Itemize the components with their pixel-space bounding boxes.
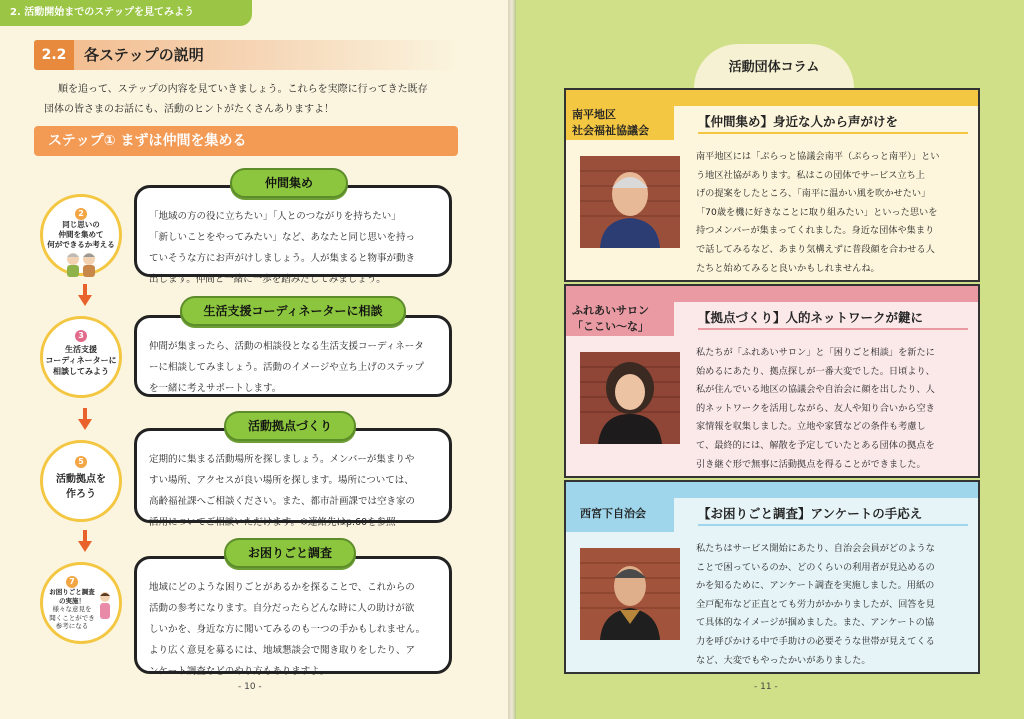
headline-underline — [698, 328, 968, 330]
person-figure-icon — [97, 591, 113, 621]
intro-line: 団体の皆さまのお話にも、活動のヒントがたくさんありますよ！ — [44, 104, 334, 115]
flow-circle-2 — [40, 194, 122, 276]
column-title: 活動団体コラム — [694, 44, 854, 88]
card-text-line: 高齢福祉課へご相談ください。また、都市計画課では空き家の — [149, 496, 416, 507]
step-card-kyoten — [134, 428, 452, 528]
chapter-header-tab: 2. 活動開始までのステップを見てみよう — [0, 0, 252, 26]
card-text-line: 出します。仲間と一緒に一歩を踏みだしてみましょう。 — [149, 274, 386, 285]
org-name-line: ふれあいサロン — [572, 304, 649, 317]
page-number: - 10 - — [238, 682, 262, 692]
portrait-photo — [580, 156, 680, 248]
elderly-couple-icon — [59, 251, 103, 277]
flow-circle-7 — [40, 562, 122, 644]
card-text-line: ていそうな方にお声がけしましょう。人が集まると物事が動き — [149, 253, 416, 264]
body-line: 私たちはサービス開始にあたり、自治会会員がどのような — [696, 543, 935, 554]
card-text-line: 「地域の方の役に立ちたい」「人とのつながりを持ちたい」 — [149, 211, 401, 222]
body-line: て具体的なイメージが掴めました。また、アンケートの協 — [696, 617, 935, 629]
body-line: 全戸配布など正直とても労力がかかりましたが、回答を見 — [696, 598, 935, 610]
box-headline: 【お困りごと調査】アンケートの手応え — [698, 506, 923, 521]
card-text-line: を一緒に考えサポートします。 — [149, 383, 282, 394]
flow-text: 仲間を集めて — [58, 230, 104, 239]
body-line: う地区社協があります。私はこの団体でサービス立ち上 — [696, 169, 925, 181]
body-line: 力を呼びかける中で手助けの必要そうな世帯が見えてくる — [696, 635, 935, 647]
body-line: など、大変でもやったかいがありました。 — [696, 654, 871, 666]
step-card-nakama — [134, 185, 452, 285]
org-label — [566, 106, 674, 140]
flow-text: 作ろう — [66, 489, 96, 500]
body-line: 私が住んでいる地区の協議会や自治会に顔を出したり、人 — [696, 384, 935, 396]
org-name-line: 「ここい〜な」 — [572, 320, 649, 333]
right-page — [516, 0, 1024, 719]
card-title-coordinator: 生活支援コーディネーターに相談 — [180, 296, 406, 326]
body-line: 家情報を収集しました。立地や家賃などの条件も考慮し — [696, 421, 926, 433]
portrait-photo — [580, 548, 680, 640]
card-title-kyoten: 活動拠点づくり — [224, 411, 356, 441]
box-body-text — [696, 344, 972, 474]
card-text-line: 仲間が集まったら、活動の相談役となる生活支援コーディネータ — [149, 341, 424, 352]
down-arrow-icon — [78, 541, 92, 552]
flow-number: 5 — [75, 456, 87, 468]
flow-text: お困りごと調査 — [49, 588, 95, 596]
box-top-band — [566, 482, 978, 498]
intro-text — [44, 80, 478, 120]
book-gutter — [508, 0, 516, 719]
card-text-line: すい場所、アクセスが良い場所を探します。場所については、 — [149, 475, 414, 486]
card-text-line: 活用についてご相談いただけます。※連絡先はp.60を参照 — [149, 517, 396, 528]
org-name-line: 社会福祉協議会 — [572, 124, 649, 137]
card-text-line: 地域にどのような困りごとがあるかを探ることで、これからの — [149, 582, 415, 593]
section-title: 各ステップの説明 — [84, 46, 204, 64]
flow-text: 何ができるか考える — [47, 240, 115, 249]
flow-number: 7 — [66, 576, 78, 588]
card-text-line: ンケート調査などのやり方もありますよ。 — [149, 666, 330, 677]
step-title-bar: ステップ① まずは仲間を集める — [34, 126, 458, 156]
down-arrow-icon — [78, 295, 92, 306]
flow-number: 3 — [75, 330, 87, 342]
column-box-minamidaira — [564, 88, 980, 282]
box-headline: 【仲間集め】身近な人から声がけを — [698, 114, 899, 129]
card-text-line: 定期的に集まる活動場所を探しましょう。メンバーが集まりや — [149, 454, 415, 465]
card-title-nakama: 仲間集め — [230, 168, 348, 198]
flow-circle-5 — [40, 440, 122, 522]
headline-underline — [698, 524, 968, 526]
box-body-text — [696, 540, 972, 670]
card-text-line: 「新しいことをやってみたい」など、あなたと同じ思いを持っ — [149, 232, 416, 243]
body-line: げの提案をしたところ、「南平に温かい風を吹かせたい」 — [696, 188, 931, 200]
step-card-coordinator — [134, 315, 452, 397]
body-line: 引き継ぐ形で無事に活動拠点を得ることができました。 — [696, 458, 926, 470]
body-line: 南平地区には「ぷらっと協議会南平（ぷらっと南平）」とい — [696, 151, 940, 162]
page-number: - 11 - — [754, 682, 778, 692]
body-line: たちと始めてみると良いかもしれませんね。 — [696, 262, 880, 274]
org-label — [566, 302, 674, 336]
flow-text: 聞くことができ — [49, 613, 95, 622]
flow-text: の実施！ — [59, 596, 85, 605]
flow-number: 2 — [75, 208, 87, 220]
intro-line: 順を追って、ステップの内容を見ていきましょう。これらを実際に行ってきた既存 — [58, 84, 428, 95]
man-portrait-image — [580, 156, 680, 248]
body-line: で話してみるなど、あまり気構えずに普段顔を合わせる人 — [696, 243, 935, 255]
box-top-band — [566, 286, 978, 302]
woman-portrait-image — [580, 352, 680, 444]
column-box-nishimiyashita — [564, 480, 980, 674]
card-text-line: 活動の参考になります。自分だったらどんな時に人の助けが欲 — [149, 603, 415, 614]
step-card-chosa — [134, 556, 452, 677]
flow-circle-3 — [40, 316, 122, 398]
portrait-photo — [580, 352, 680, 444]
card-text-line: ーに相談してみましょう。活動のイメージや立ち上げのステップ — [149, 362, 425, 373]
flow-text: 生活支援 — [65, 345, 97, 354]
man-portrait-image — [580, 548, 680, 640]
card-title-chosa: お困りごと調査 — [224, 538, 356, 568]
box-headline: 【拠点づくり】人的ネットワークが鍵に — [698, 310, 924, 325]
flow-text: 活動拠点を — [56, 474, 106, 485]
body-line: 「70歳を機に好きなことに取り組みたい」といった思いを — [696, 206, 938, 218]
flow-text: 相談してみよう — [53, 367, 109, 376]
body-line: 的ネットワークを活用しながら、友人や知り合いから空き — [696, 402, 935, 414]
org-name-line: 西宮下自治会 — [580, 507, 646, 520]
down-arrow-icon — [78, 419, 92, 430]
body-line: ことで困っているのか、どのくらいの利用者が見込めるの — [696, 561, 935, 573]
card-text-line: しいかを、身近な方に聞いてみるのも一つの手かもしれません。 — [149, 624, 426, 635]
org-label — [566, 498, 674, 532]
flow-text: 参考になる — [55, 622, 89, 630]
body-line: 私たちが「ふれあいサロン」と「困りごと相談」を新たに — [696, 347, 935, 358]
org-name-line: 南平地区 — [572, 108, 616, 121]
body-line: 持つメンバーが集まってくれました。身近な団体や集まり — [696, 225, 935, 237]
body-line: て、最終的には、解散を予定していたとある団体の拠点を — [696, 439, 935, 451]
left-page — [0, 0, 508, 719]
body-line: 始めるにあたり、拠点探しが一番大変でした。日頃より、 — [696, 365, 935, 377]
flow-text: 同じ思いの — [62, 220, 100, 229]
box-body-text — [696, 148, 972, 278]
section-number: 2.2 — [34, 40, 74, 70]
flow-text: 様々な意見を — [52, 605, 92, 613]
flow-text: コーディネーターに — [45, 356, 117, 365]
column-box-kokoina — [564, 284, 980, 478]
card-text-line: より広く意見を募るには、地域懇談会で聞き取りをしたり、ア — [149, 645, 416, 656]
box-top-band — [566, 90, 978, 106]
body-line: かを知るために、アンケート調査を実施しました。用紙の — [696, 580, 935, 592]
headline-underline — [698, 132, 968, 134]
